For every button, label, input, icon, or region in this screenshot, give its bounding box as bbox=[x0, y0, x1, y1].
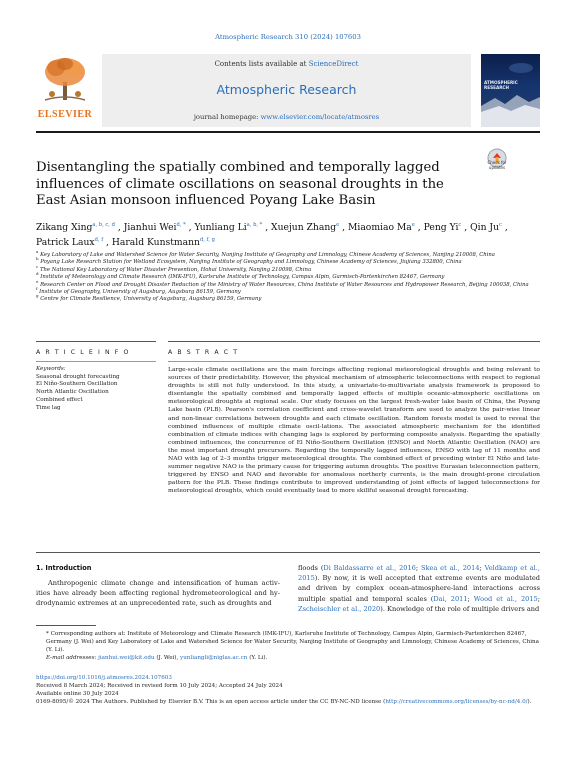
keyword: Combined effect bbox=[36, 396, 83, 403]
abstract-rule-bottom bbox=[168, 361, 540, 362]
keywords-block bbox=[36, 366, 161, 412]
masthead-center bbox=[102, 54, 471, 127]
homepage-line bbox=[102, 113, 471, 121]
contents-prefix: Contents lists available at bbox=[214, 60, 309, 68]
author-name[interactable]: Harald Kunstmann bbox=[111, 237, 200, 248]
doi-link[interactable]: https://doi.org/10.1016/j.atmosres.2024.107603 bbox=[36, 675, 172, 681]
citation-link[interactable]: Zscheischler et al., 2020 bbox=[298, 604, 381, 613]
check-for-updates-label[interactable]: Check for updates bbox=[487, 160, 507, 170]
author-affiliation-marker[interactable]: e bbox=[411, 221, 415, 228]
sciencedirect-link[interactable]: ScienceDirect bbox=[308, 60, 359, 68]
elsevier-logo[interactable] bbox=[36, 54, 94, 127]
keyword: Seasonal drought forecasting bbox=[36, 373, 120, 380]
masthead bbox=[36, 54, 540, 127]
author-affiliation-marker[interactable]: d, f, g bbox=[199, 236, 215, 243]
affiliation-text: Poyang Lake Research Station for Wetland Ecosystem, Nanjing Institute of Geography and Limnology, Chinese Academy of Sciences, Jiujiang 332800, China bbox=[40, 259, 462, 266]
body-text: ; bbox=[415, 564, 421, 572]
journal-title[interactable]: Atmospheric Research bbox=[216, 82, 357, 97]
license-suffix: ). bbox=[527, 699, 532, 705]
affiliation-key: f bbox=[36, 286, 38, 292]
author-affiliation-marker[interactable]: a, b, c, d bbox=[92, 221, 115, 228]
introduction-heading: 1. Introduction bbox=[36, 564, 92, 572]
email-owner-wei: (J. Wei), bbox=[154, 655, 181, 661]
author-separator: , bbox=[501, 222, 508, 233]
article-info-rule-bottom bbox=[36, 361, 156, 362]
author-separator: , bbox=[414, 222, 424, 233]
author-name[interactable]: Miaomiao Ma bbox=[347, 222, 412, 233]
received-dates: Received 8 March 2024; Received in revised form 10 July 2024; Accepted 24 July 2024 bbox=[36, 683, 283, 689]
affiliation-key: c bbox=[36, 264, 39, 270]
affiliation-item bbox=[36, 271, 540, 281]
author-separator: , bbox=[103, 237, 112, 248]
author-separator: , bbox=[339, 222, 348, 233]
introduction-right-column bbox=[298, 563, 540, 614]
affiliation-text: Institute of Meteorology and Climate Research (IMK-IFU), Karlsruhe Institute of Technology, Campus Alpin, Garmisch-Partenkirchen 82467, Germany bbox=[40, 274, 445, 281]
article-title: Disentangling the spatially combined and temporally lagged influences of climate oscillations on seasonal droughts in the East Asian monsoon influenced Poyang Lake Basin bbox=[36, 160, 444, 208]
email-owner-li: (Y. Li). bbox=[247, 655, 268, 661]
contents-line bbox=[102, 60, 471, 68]
license-prefix: 0169-8095/© 2024 The Authors. Published by Elsevier B.V. This is an open access article under the CC BY-NC-ND license ( bbox=[36, 699, 386, 705]
publication-info bbox=[36, 674, 540, 706]
introduction-left-column: Anthropogenic climate change and intensification of human activ-ities have already been affecting regional hydrometeorological and hy-drodynamic extremes at an unprecedented rate, such as droughts and bbox=[36, 579, 280, 607]
affiliation-text: Institute of Geography, University of Augsburg, Augsburg 86159, Germany bbox=[39, 289, 241, 296]
author-name[interactable]: Zikang Xing bbox=[36, 222, 93, 233]
elsevier-tree-icon bbox=[40, 56, 90, 104]
author-name[interactable]: Patrick Laux bbox=[36, 237, 95, 248]
email-link-li[interactable]: yunliangli@niglas.ac.cn bbox=[180, 655, 248, 661]
citation-link[interactable]: Dai, 2011 bbox=[433, 594, 468, 603]
author-separator: , bbox=[114, 222, 124, 233]
author-affiliation-marker[interactable]: e bbox=[336, 221, 340, 228]
body-text: ; bbox=[537, 594, 540, 603]
citation-link[interactable]: Wood et al., 2015 bbox=[473, 594, 538, 603]
journal-cover[interactable] bbox=[481, 54, 540, 127]
keyword: North Atlantic Oscillation bbox=[36, 389, 109, 396]
author-name[interactable]: Jianhui Wei bbox=[123, 222, 177, 233]
license-link[interactable]: http://creativecommons.org/licenses/by-nc-nd/4.0/ bbox=[385, 699, 528, 705]
body-text: floods ( bbox=[298, 564, 324, 572]
author-separator: , bbox=[262, 222, 272, 233]
author-affiliation-marker[interactable]: c bbox=[458, 221, 462, 228]
abstract-heading: A B S T R A C T bbox=[168, 349, 239, 356]
front-matter-rule bbox=[36, 552, 540, 553]
affiliation-text: Key Laboratory of Lake and Watershed Science for Water Security, Nanjing Institute of Geography and Limnology, Chinese Academy of Sciences, Nanjing 210008, China bbox=[40, 252, 495, 258]
keyword: El Niño-Southern Oscillation bbox=[36, 381, 118, 388]
affiliation-key: g bbox=[36, 293, 39, 299]
author-separator: , bbox=[185, 222, 195, 233]
body-text: ; bbox=[467, 594, 474, 603]
affiliation-key: d bbox=[36, 271, 39, 277]
keyword: Time lag bbox=[36, 404, 61, 411]
available-online: Available online 30 July 2024 bbox=[36, 691, 119, 697]
email-line bbox=[36, 654, 540, 662]
author-affiliation-marker[interactable]: c bbox=[499, 221, 502, 228]
email-link-wei[interactable]: jianhui.wei@kit.edu bbox=[98, 655, 155, 661]
keywords-title: Keywords: bbox=[36, 366, 66, 372]
citation-link[interactable]: Skea et al., 2014 bbox=[420, 564, 480, 572]
author-name[interactable]: Xuejun Zhang bbox=[271, 222, 337, 233]
article-info-rule-top bbox=[36, 341, 156, 342]
affiliation-item bbox=[36, 256, 540, 266]
affiliation-text: Research Center on Flood and Drought Disaster Reduction of the Ministry of Water Resources, China Institute of Water Resources and Hydropower Research, Beijing 100038, China bbox=[40, 281, 529, 288]
corresponding-authors-note: * Corresponding authors at: Institute of Meteorology and Climate Research (IMK-IFU), Karlsruhe Institute of Technology, Campus Alpin, Garmisch-Partenkirchen 82467, Germany (J. Wei) and Key Laboratory of Lake and Watershed Science for Water Security, Nanjing Institute of Geography and Limnology, Chinese Academy of Sciences, China (Y. Li). bbox=[46, 631, 539, 653]
cover-clouds-image bbox=[481, 54, 540, 127]
email-label: E-mail addresses: bbox=[46, 655, 97, 661]
abstract-text: Large-scale climate oscillations are the main forcings affecting regional meteorological droughts and being relevant to sources of their predictability. However, the physical mechanism of atmospheric teleconnections with respect to regional droughts is still not fully understood. In this study, a univariate-to-multivariate analysis framework is proposed to disentangle the spatially combined and temporally lagged effects of multiple oceanic-atmospheric oscillations on meteorological droughts at regional scale. Our study focuses on the largest fresh-water lake basin of China, the Poyang Lake basin (PLB). Pearson's correlation coefficient and cross-wavelet transform are used to analyze the pair-wise linear and non-linear correlations between droughts and each climate oscillation. Random forests model is used to reveal the combined influences of multiple climate oscil-lations. The associated atmospheric mechanism for the identified combination of climate indices with changing lags is explored by performing composite analysis. Regarding the spatially combined influences, the concurrence of El Niño-Southern Oscillation (ENSO) and North Atlantic Oscillation (NAO) are the most important drought precursors. Regarding the temporally lagged influences, ENSO with lag of 11 months and NAO with lag of 2–3 months trigger meteorological droughts. The combined effect of preceding winter El Niño and late-summer negative NAO is the primary cause for triggering autumn droughts. The positive Eurasian teleconnection pattern, triggered by ENSO and NAO and favorable for anomalous northerly currents, is the main drought-prone circulation pattern for the PLB. These findings contribute to improved understanding of joint effects of lagged teleconnections for meteorological droughts, which could eventually lead to more skillful seasonal drought forecasting. bbox=[168, 366, 540, 495]
body-text: ). Knowledge of the role of multiple drivers and bbox=[380, 604, 540, 613]
affiliation-key: a bbox=[36, 249, 39, 255]
affiliation-key: e bbox=[36, 278, 39, 284]
footnote bbox=[36, 630, 540, 662]
author-separator: , bbox=[461, 222, 471, 233]
cover-title: ATMOSPHERIC RESEARCH bbox=[484, 80, 518, 90]
publisher-name: ELSEVIER bbox=[37, 109, 93, 120]
author-list bbox=[36, 220, 540, 250]
body-text: ). By now, it is well accepted that extreme events are modulated and driven by complex ocean-atmosphere-land interactions across multiple spatial and temporal scales ( bbox=[298, 574, 540, 603]
affiliations bbox=[36, 249, 540, 304]
affiliation-text: Centre for Climate Resilience, University of Augsburg, Augsburg 86159, Germany bbox=[40, 296, 262, 303]
citation-link[interactable]: Di Baldassarre et al., 2016 bbox=[323, 564, 416, 572]
author-affiliation-marker[interactable]: a, b, * bbox=[246, 221, 263, 228]
author-affiliation-marker[interactable]: d, * bbox=[176, 221, 186, 228]
masthead-rule bbox=[36, 131, 540, 133]
author-name[interactable]: Yunliang Li bbox=[194, 222, 247, 233]
author-name[interactable]: Qin Ju bbox=[470, 222, 500, 233]
affiliation-item bbox=[36, 293, 540, 303]
abstract-rule-top bbox=[168, 341, 540, 342]
citation-link[interactable]: Veldkamp et al., 2015 bbox=[298, 564, 540, 583]
license-line bbox=[36, 698, 540, 706]
article-info-heading: A R T I C L E I N F O bbox=[36, 349, 130, 356]
body-text: ; bbox=[479, 564, 485, 572]
author-affiliation-marker[interactable]: d, f bbox=[94, 236, 104, 243]
affiliation-key: b bbox=[36, 256, 39, 262]
homepage-prefix: journal homepage: bbox=[193, 113, 261, 121]
footnote-rule bbox=[36, 625, 96, 626]
author-name[interactable]: Peng Yi bbox=[423, 222, 459, 233]
homepage-link[interactable]: www.elsevier.com/locate/atmosres bbox=[260, 113, 380, 121]
affiliation-item bbox=[36, 278, 540, 292]
affiliation-text: The National Key Laboratory of Water Disaster Prevention, Hohai University, Nanjing 210098, China bbox=[39, 266, 312, 273]
journal-reference[interactable]: Atmospheric Research 310 (2024) 107603 bbox=[215, 33, 361, 41]
